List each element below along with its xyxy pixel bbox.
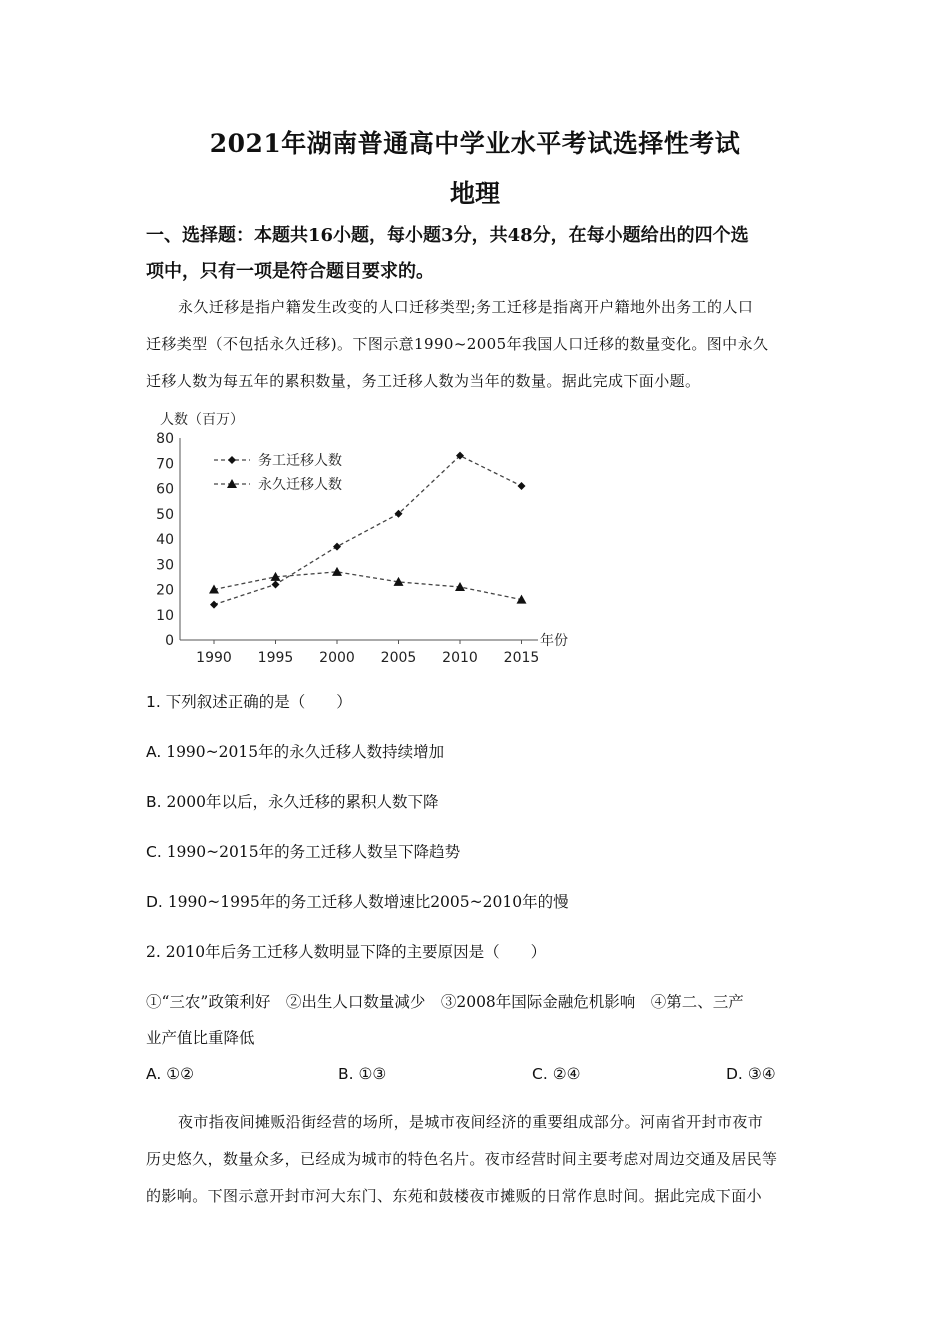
section-heading-line-1: 一、选择题：本题共16小题，每小题3分，共48分，在每小题给出的四个选 xyxy=(146,225,749,246)
y-tick-label: 60 xyxy=(156,481,174,498)
passage-migration-line-3: 迁移人数为每五年的累积数量，务工迁移人数为当年的数量。据此完成下面小题。 xyxy=(146,372,701,390)
data-point-series-2 xyxy=(332,567,342,576)
option-b-text: 2000年以后，永久迁移的累积人数下降 xyxy=(166,793,439,811)
migration-line-chart xyxy=(150,408,590,670)
passage-night-market-line-2: 历史悠久，数量众多，已经成为城市的特色名片。夜市经营时间主要考虑对周边交通及居民等 xyxy=(146,1150,778,1168)
chart-ylabel: 人数（百万） xyxy=(160,412,244,428)
passage-migration xyxy=(146,289,808,400)
passage-night-market xyxy=(146,1104,808,1215)
x-tick-label: 2000 xyxy=(319,650,355,666)
question-2-stem: 2. 2010年后务工迁移人数明显下降的主要原因是（ ） xyxy=(146,943,547,961)
option-a-label: A. xyxy=(146,743,162,761)
legend-label: 永久迁移人数 xyxy=(258,477,342,493)
q2-option-a-label: A. xyxy=(146,1065,162,1083)
q2-option-b-label: B. xyxy=(338,1065,354,1083)
data-point-series-1 xyxy=(210,601,218,609)
x-tick-label: 1990 xyxy=(196,650,232,666)
section-heading xyxy=(146,218,806,290)
legend-label: 务工迁移人数 xyxy=(258,453,342,469)
data-point-series-1 xyxy=(333,543,341,551)
exam-title: 2021年湖南普通高中学业水平考试选择性考试 xyxy=(209,129,741,158)
x-tick-label: 2015 xyxy=(503,650,540,666)
y-tick-label: 10 xyxy=(156,607,174,624)
y-tick-label: 0 xyxy=(165,633,174,649)
option-c-label: C. xyxy=(146,843,162,861)
q2-option-c-label: C. xyxy=(532,1065,548,1083)
y-tick-label: 80 xyxy=(156,431,174,447)
passage-night-market-line-1: 夜市指夜间摊贩沿街经营的场所，是城市夜间经济的重要组成部分。河南省开封市夜市 xyxy=(178,1113,764,1131)
question-1-option-d[interactable] xyxy=(146,890,569,912)
x-tick-label: 2005 xyxy=(380,650,417,666)
series-line-2 xyxy=(214,572,522,600)
y-tick-label: 70 xyxy=(156,456,174,473)
option-b-label: B. xyxy=(146,793,162,811)
x-tick-label: 1995 xyxy=(257,650,294,666)
passage-night-market-line-3: 的影响。下图示意开封市河大东门、东苑和鼓楼夜市摊贩的日常作息时间。据此完成下面小 xyxy=(146,1187,763,1205)
q2-option-c-text: ②④ xyxy=(552,1065,581,1083)
passage-migration-line-2: 迁移类型（不包括永久迁移)。下图示意1990~2005年我国人口迁移的数量变化。图中永久 xyxy=(146,335,769,353)
q2-option-d-text: ③④ xyxy=(747,1065,776,1083)
data-point-series-1 xyxy=(272,580,280,588)
question-1-option-a[interactable] xyxy=(146,740,444,762)
question-2-option-a[interactable] xyxy=(146,1065,194,1083)
option-a-text: 1990~2015年的永久迁移人数持续增加 xyxy=(166,743,445,761)
question-2-option-b[interactable] xyxy=(338,1065,386,1083)
data-point-series-2 xyxy=(455,582,465,591)
question-2-statements-line-1: ①“三农”政策利好 ②出生人口数量减少 ③2008年国际金融危机影响 ④第二、三产 xyxy=(146,993,744,1011)
passage-migration-line-1: 永久迁移是指户籍发生改变的人口迁移类型;务工迁移是指离开户籍地外出务工的人口 xyxy=(178,298,754,316)
q2-option-b-text: ①③ xyxy=(358,1065,387,1083)
option-c-text: 1990~2015年的务工迁移人数呈下降趋势 xyxy=(166,843,461,861)
x-tick-label: 2010 xyxy=(442,650,478,666)
question-1-option-b[interactable] xyxy=(146,790,438,812)
q2-option-a-text: ①② xyxy=(166,1065,194,1083)
data-point-series-1 xyxy=(518,482,526,490)
question-2-option-c[interactable] xyxy=(532,1065,580,1083)
option-d-text: 1990~1995年的务工迁移人数增速比2005~2010年的慢 xyxy=(167,893,569,911)
question-1-text: 下列叙述正确的是（ ） xyxy=(165,693,352,711)
question-1-number: 1. xyxy=(146,693,161,711)
y-tick-label: 30 xyxy=(156,557,174,574)
section-heading-line-2: 项中，只有一项是符合题目要求的。 xyxy=(146,261,434,282)
y-tick-label: 40 xyxy=(156,532,174,548)
data-point-series-2 xyxy=(517,595,527,604)
subject-title: 地理 xyxy=(449,179,500,208)
q2-option-d-label: D. xyxy=(726,1065,743,1083)
legend-marker xyxy=(228,456,236,464)
question-2-option-d[interactable] xyxy=(726,1065,776,1083)
y-tick-label: 50 xyxy=(156,506,174,523)
y-tick-label: 20 xyxy=(156,582,174,599)
chart-xlabel: 年份 xyxy=(540,633,568,649)
question-1-stem xyxy=(146,690,352,712)
option-d-label: D. xyxy=(146,893,163,911)
question-2-statements-line-2: 业产值比重降低 xyxy=(146,1029,255,1047)
question-1-option-c[interactable] xyxy=(146,840,460,862)
question-2-statements xyxy=(146,984,808,1056)
